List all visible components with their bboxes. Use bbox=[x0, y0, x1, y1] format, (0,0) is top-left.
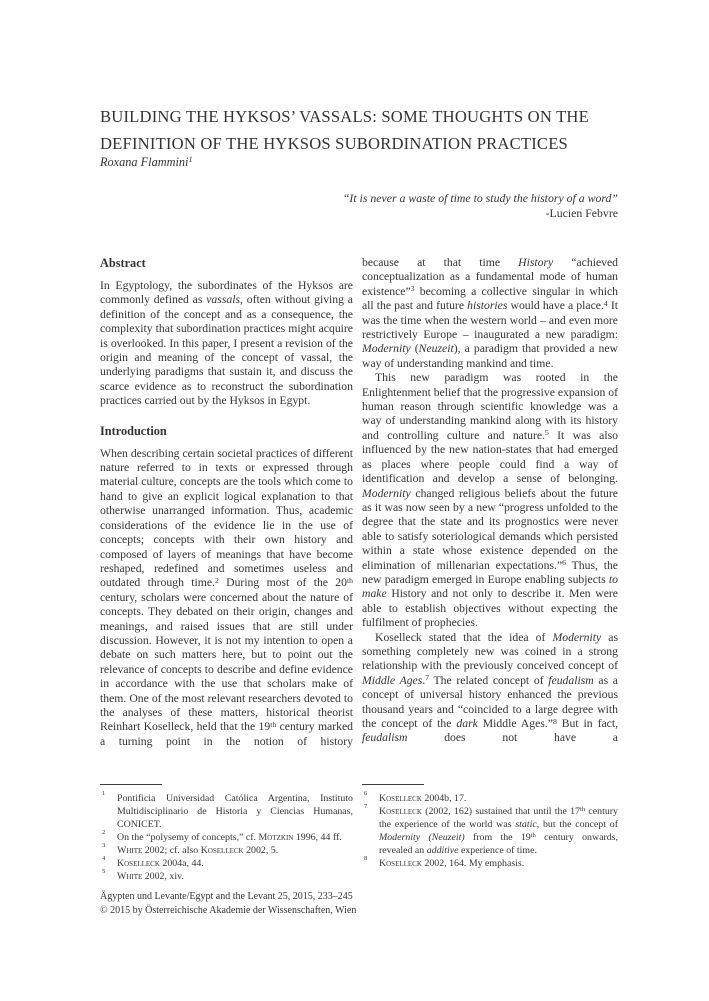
body-paragraph: Koselleck stated that the idea of Modernity as something completely new was coined in a strong relationship with the previously conceived concept of Middle Ages.$^7$ The related concept of feudalism as a concept of universal history enhanced the previous thousand years and “coincided to a large degree with the concept of the dark Middle Ages.”$^8$ But in fact, feudalism does not have a bbox=[362, 630, 619, 745]
body-paragraph: This new paradigm was rooted in the Enlightenment belief that the progressive expansion of human reason through scientific knowledge was a way of understanding mankind along with its history and controlling culture and nature.$^5$ It was also influenced by the new nation-states that had emerged as places where people could find a way of identification and develop a sense of belonging. Modernity changed religious beliefs about the future as it was now seen by a new “progress unfolded to the degree that the state and its prognostics were never able to satisfy soteriological demands which persisted within a state whose existence depended on the elimination of millenarian expectations.”$^6$ Thus, the new paradigm emerged in Europe enabling subjects to make History and not only to describe it. Men were able to establish objectives without expecting the fulfilment of prophecies. bbox=[362, 371, 618, 630]
author-name: Roxana Flammini bbox=[100, 155, 189, 169]
footnotes-right bbox=[362, 784, 618, 870]
article-title: BUILDING THE HYKSOS’ VASSALS: SOME THOUGHTS ON THE DEFINITION OF THE HYKSOS SUBORDINATION PRACTICES bbox=[100, 107, 589, 153]
footnote: 8 Koselleck 2002, 164. My emphasis. bbox=[364, 854, 525, 869]
journal-footer bbox=[100, 890, 356, 917]
footnote: 4 Koselleck 2004a, 44. bbox=[102, 854, 204, 869]
footnote: 6 Koselleck 2004b, 17. bbox=[364, 789, 467, 804]
footnote-text: Koselleck 2004a, 44. bbox=[117, 858, 204, 869]
footnote: 2 On the “polysemy of concepts,” cf. Motzkin 1996, 44 ff. bbox=[102, 828, 342, 843]
copyright-line: © 2015 by Österreichische Akademie der Wissenschaften, Wien bbox=[100, 904, 357, 916]
footnote-text: Koselleck 2004b, 17. bbox=[379, 793, 467, 804]
epigraph-attribution: -Lucien Febvre bbox=[545, 205, 618, 220]
right-column bbox=[362, 256, 618, 746]
epigraph bbox=[218, 191, 618, 220]
footnote-text: White 2002, xiv. bbox=[117, 871, 184, 882]
footnote: 3 White 2002; cf. also Koselleck 2002, 5. bbox=[102, 841, 279, 856]
footnotes-left bbox=[100, 784, 353, 883]
epigraph-quote: “It is never a waste of time to study the history of a word” bbox=[342, 191, 618, 205]
section-heading-introduction: Introduction bbox=[100, 423, 167, 438]
body-paragraph: because at that time History “achieved conceptualization as a fundamental mode of human existence”$^3$ becoming a collective singular in which all the past and future histories would have a place.$^4$ It was the time when the western world – and even more restrictively Europe – inaugurated a new paradigm: Modernity (Neuzeit), a paradigm that provided a new way of understanding mankind and time. bbox=[362, 256, 619, 370]
footnote: 7 Koselleck (2002, 162) sustained that until the 17th century the experience of the world was static, but the concept of Modernity (Neuzeit) from the 19th century onwards, revealed an additive experience of time. bbox=[364, 802, 618, 856]
footnote: 1 Pontificia Universidad Católica Argentina, Instituto Multidisciplinario de Historia y Ciencias Humanas, CONICET. bbox=[102, 789, 353, 830]
section-heading-abstract: Abstract bbox=[100, 256, 146, 270]
footnote-separator bbox=[100, 784, 162, 785]
footnote-text: On the “polysemy of concepts,” cf. Motzkin 1996, 44 ff. bbox=[117, 832, 342, 843]
introduction-paragraph: When describing certain societal practices of different nature referred to in texts or expressed through material culture, concepts are the tools which come to hand to give an explicit logical explanation to that otherwise unarranged information. Thus, academic considerations of the evidence lie in the use of concepts; concepts with their own history and composed of layers of meanings that have become reshaped, redefined and sometimes useless and outdated through time.$^2$ During most of the 20th century, scholars were concerned about the nature of concepts. They debated on their origin, changes and meanings, and raised issues that are still under discussion. However, it is not my intention to open a debate on such matters here, but to point out the relevance of concepts to describe and define evidence in accordance with the use that scholars make of them. One of the most relevant researchers devoted to the analyses of these matters, historical theorist Reinhart Koselleck, held that the 19th century marked a turning point in the notion of history bbox=[100, 446, 354, 748]
abstract-paragraph: In Egyptology, the subordinates of the Hyksos are commonly defined as vassals, often without giving a definition of the concept and as a consequence, the complexity that subordination practices might acquire is overlooked. In this paper, I present a revision of the origin and meaning of the concept of vassal, the underlying paradigms that sustain it, and discuss the scarce evidence as to reconstruct the subordination practices carried out by the Hyksos in Egypt. bbox=[100, 279, 353, 408]
author-line bbox=[100, 155, 193, 170]
footnote-text: White 2002; cf. also Koselleck 2002, 5. bbox=[117, 845, 279, 856]
footnote-text: Koselleck (2002, 162) sustained that until the 17th century the experience of the world was static, but the concept of Modernity (Neuzeit) from the 19th century onwards, revealed an additive experience of time. bbox=[379, 806, 618, 856]
footnote-text: Koselleck 2002, 164. My emphasis. bbox=[379, 858, 525, 869]
left-column bbox=[100, 256, 353, 749]
footnote: 5 White 2002, xiv. bbox=[102, 867, 184, 882]
footnote-text: Pontificia Universidad Católica Argentina, Instituto Multidisciplinario de Historia y Ciencias Humanas, CONICET. bbox=[117, 793, 353, 830]
journal-citation-line: Ägypten und Levante/Egypt and the Levant 25, 2015, 233–245 bbox=[100, 891, 353, 902]
author-affiliation-ref: 1 bbox=[188, 155, 193, 165]
footnote-separator bbox=[362, 784, 424, 785]
